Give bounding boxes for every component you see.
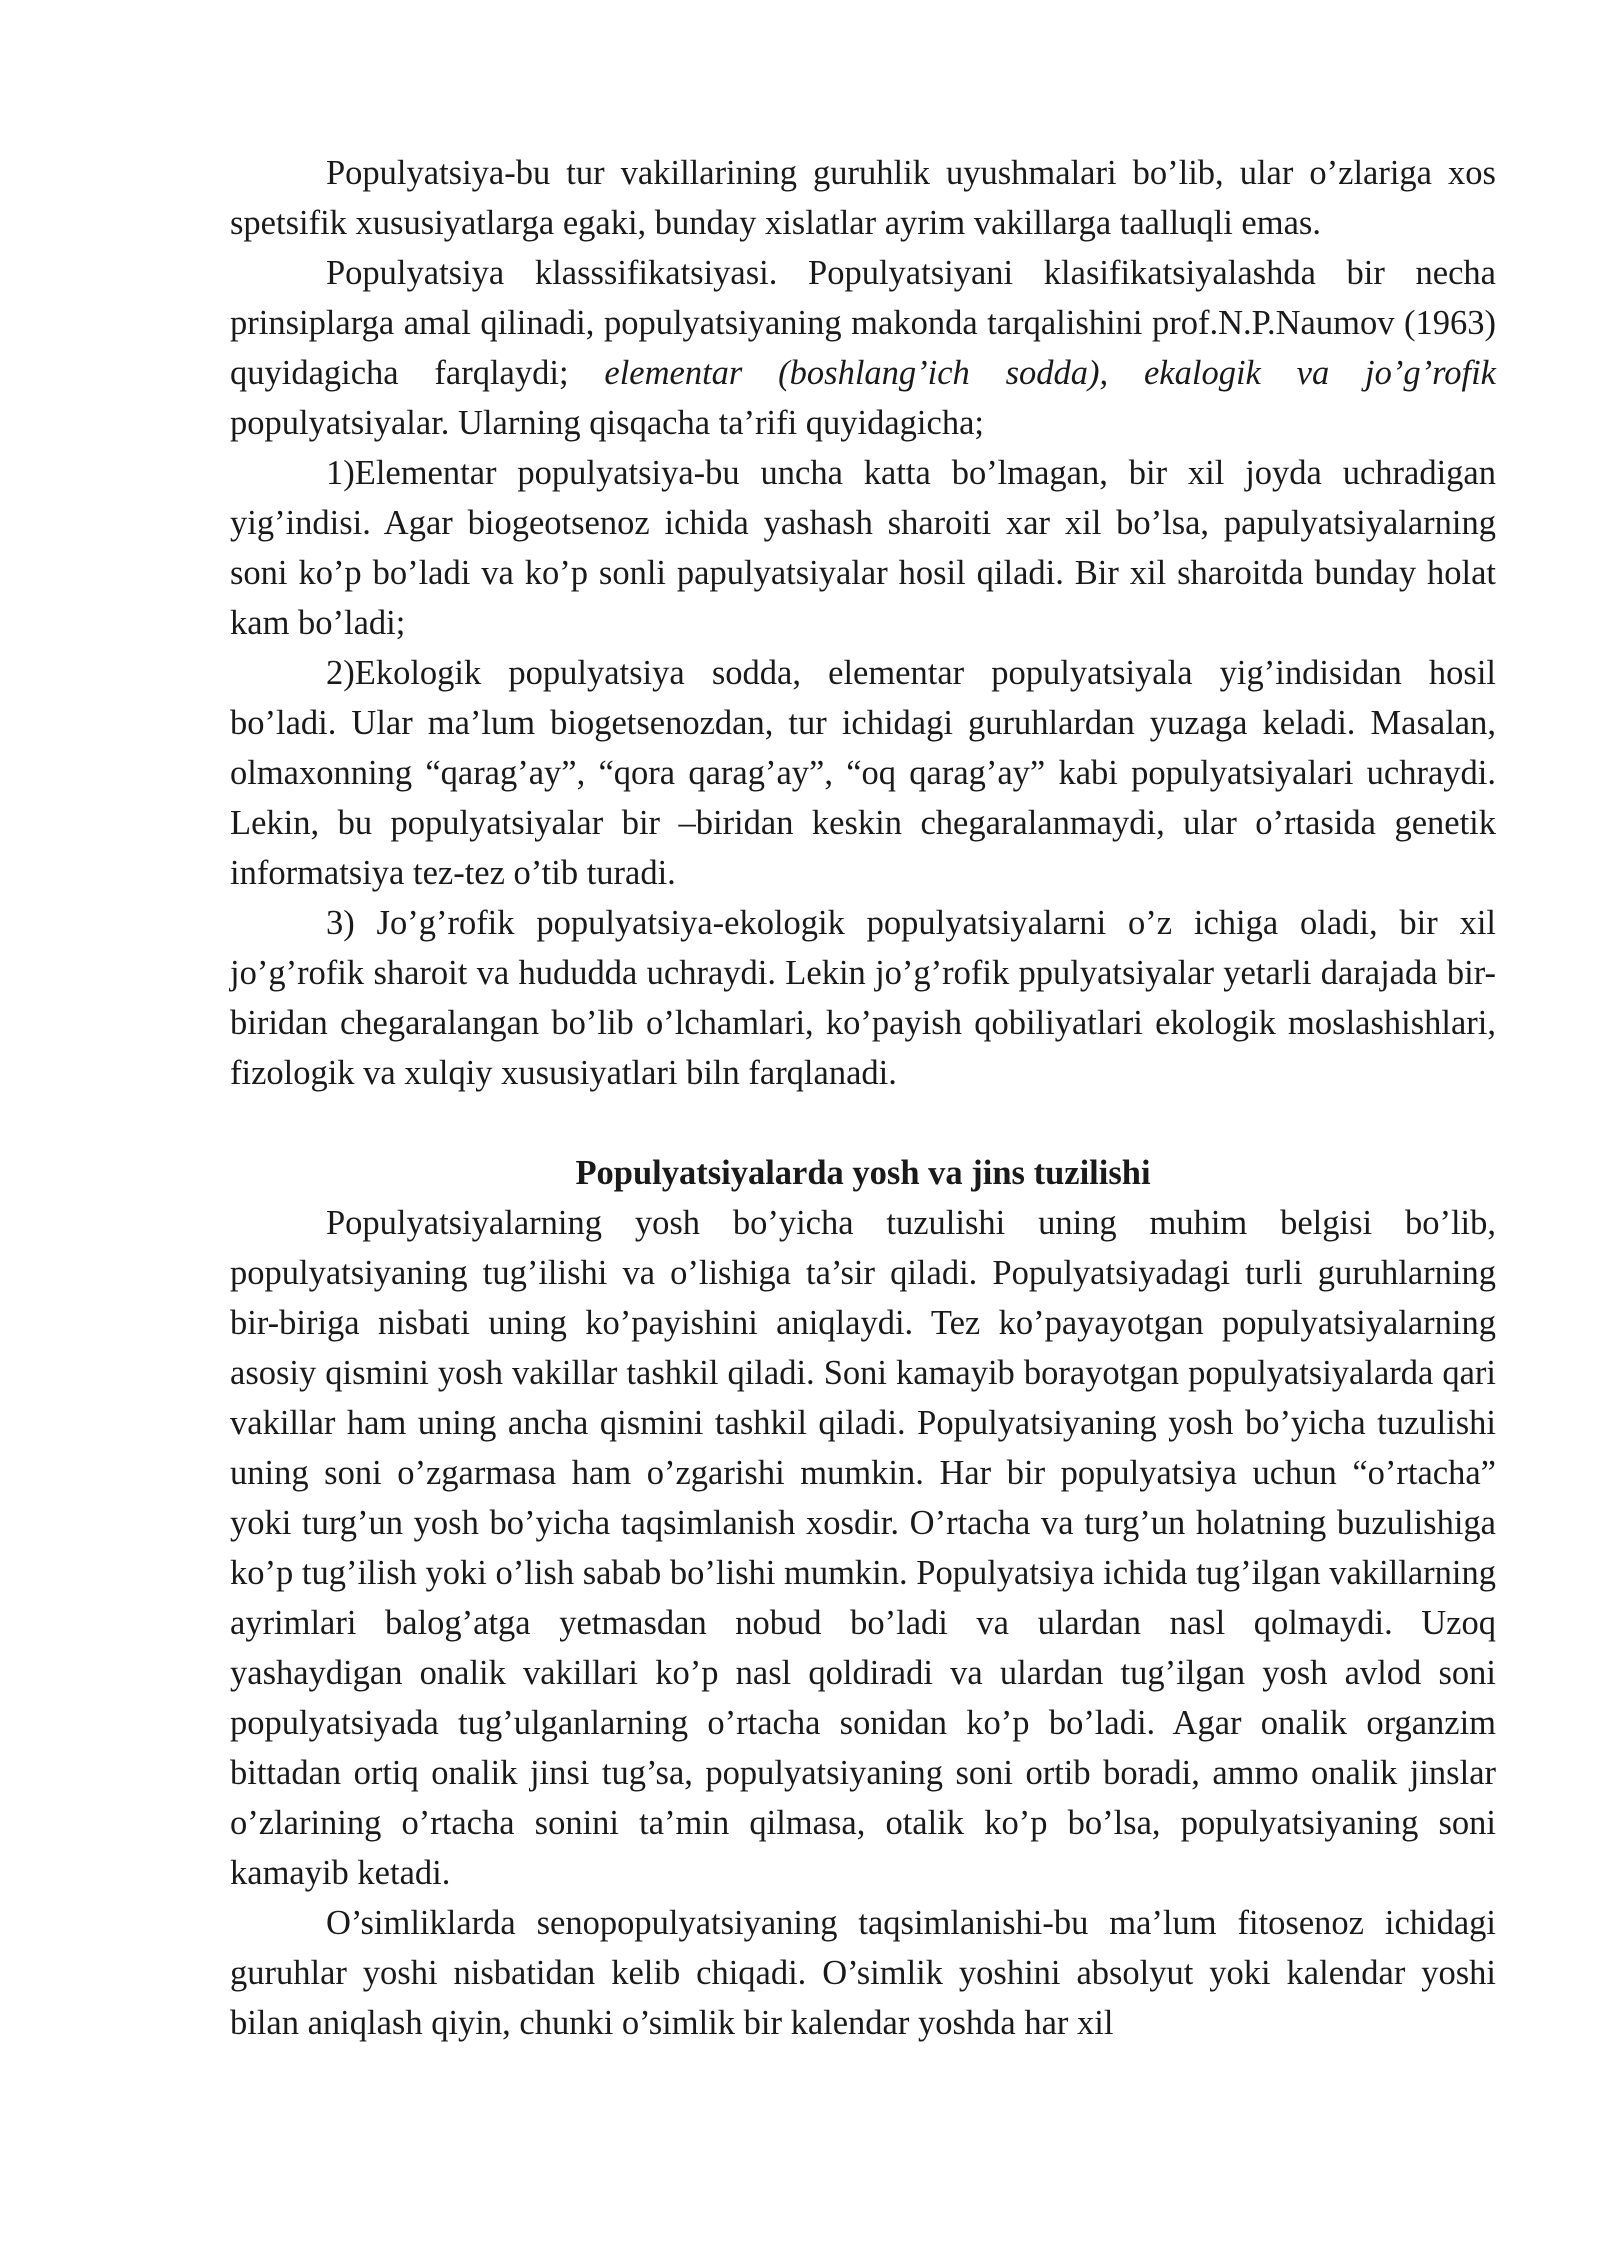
paragraph-plant-cenopopulation: O’simliklarda senopopulyatsiyaning taqsimlanishi-bu ma’lum fitosenoz ichidagi guruhlar yoshi nisbatidan kelib chiqadi. O’simlik yoshini absolyut yoki kalendar yoshi bilan aniqlash qiyin, chunki o’simlik bir kalendar yoshda har xil — [230, 1904, 1496, 2042]
paragraph-population-definition: Populyatsiya-bu tur vakillarining guruhlik uyushmalari bo’lib, ular o’zlariga xos spetsifik xususiyatlarga egaki, bunday xislatlar ayrim vakillarga taalluqli emas. — [230, 154, 1496, 242]
section-heading: Populyatsiyalarda yosh va jins tuzilishi — [575, 1154, 1151, 1192]
paragraph-classification — [230, 248, 1496, 448]
classification-types-italic: elementar (boshlang’ich sodda), ekalogik va jo’g’rofik — [604, 354, 1496, 392]
paragraph-ecological-population: 2)Ekologik populyatsiya sodda, elementar populyatsiyala yig’indisidan hosil bo’ladi. Ular ma’lum biogetsenozdan, tur ichidagi guruhlardan yuzaga keladi. Masalan, olmaxonning “qarag’ay”, “qora qarag’ay”, “oq qarag’ay” kabi populyatsiyalari uchraydi. Lekin, bu populyatsiyalar bir –biridan keskin chegaralanmaydi, ular o’rtasida genetik informatsiya tez-tez o’tib turadi. — [230, 654, 1496, 892]
classification-text-end: populyatsiyalar. Ularning qisqacha ta’rifi quyidagicha; — [230, 404, 984, 442]
paragraph-age-structure: Populyatsiyalarning yosh bo’yicha tuzulishi uning muhim belgisi bo’lib, populyatsiyaning tug’ilishi va o’lishiga ta’sir qiladi. Populyatsiyadagi turli guruhlarning bir-biriga nisbati uning ko’payishini aniqlaydi. Tez ko’payayotgan populyatsiyalarning asosiy qismini yosh vakillar tashkil qiladi. Soni kamayib borayotgan populyatsiyalarda qari vakillar ham uning ancha qismini tashkil qiladi. Populyatsiyaning yosh bo’yicha tuzulishi uning soni o’zgarmasa ham o’zgarishi mumkin. Har bir populyatsiya uchun “o’rtacha” yoki turg’un yosh bo’yicha taqsimlanish xosdir. O’rtacha va turg’un holatning buzulishiga ko’p tug’ilish yoki o’lish sabab bo’lishi mumkin. Populyatsiya ichida tug’ilgan vakillarning ayrimlari balog’atga yetmasdan nobud bo’ladi va ulardan nasl qolmaydi. Uzoq yashaydigan onalik vakillari ko’p nasl qoldiradi va ulardan tug’ilgan yosh avlod soni populyatsiyada tug’ulganlarning o’rtacha sonidan ko’p bo’ladi. Agar onalik organzim bittadan ortiq onalik jinsi tug’sa, populyatsiyaning soni ortib boradi, ammo onalik jinslar o’zlarining o’rtacha sonini ta’min qilmasa, otalik ko’p bo’lsa, populyatsiyaning soni kamayib ketadi. — [230, 1204, 1496, 1892]
classification-text-start: Populyatsiya klasssifikatsiyasi. Populyatsiyani klasifikatsiyalashda bir necha prinsiplarga amal qilinadi, populyatsiyaning makonda tarqalishini prof.N.P.Naumov (1963) quyidagicha farqlaydi; — [230, 254, 1496, 392]
paragraph-geographic-population: 3) Jo’g’rofik populyatsiya-ekologik populyatsiyalarni o’z ichiga oladi, bir xil jo’g’rofik sharoit va hududda uchraydi. Lekin jo’g’rofik ppulyatsiyalar yetarli darajada bir-biridan chegaralangan bo’lib o’lchamlari, ko’payish qobiliyatlari ekologik moslashishlari, fizologik va xulqiy xususiyatlari biln farqlanadi. — [230, 904, 1496, 1092]
blank-line — [230, 1098, 1496, 1148]
paragraph-elementary-population: 1)Elementar populyatsiya-bu uncha katta bo’lmagan, bir xil joyda uchradigan yig’indisi. Agar biogeotsenoz ichida yashash sharoiti xar xil bo’lsa, papulyatsiyalarning soni ko’p bo’ladi va ko’p sonli papulyatsiyalar hosil qiladi. Bir xil sharoitda bunday holat kam bo’ladi; — [230, 454, 1496, 642]
